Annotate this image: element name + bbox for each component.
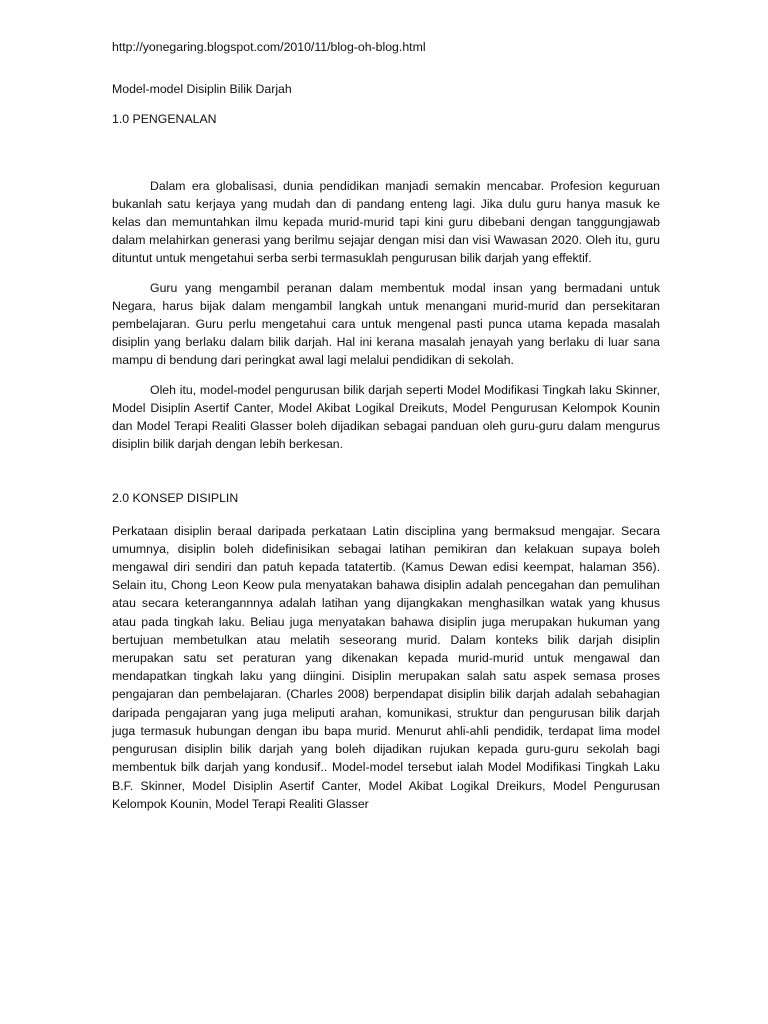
section-heading-konsep-disiplin: 2.0 KONSEP DISIPLIN (112, 491, 239, 506)
section-heading-pengenalan: 1.0 PENGENALAN (112, 112, 217, 127)
paragraph-pengenalan-3: Oleh itu, model-model pengurusan bilik darjah seperti Model Modifikasi Tingkah laku Skinner, Model Disiplin Asertif Canter, Model Akibat Logikal Dreikuts, Model Pengurusan Kelompok Kounin dan Model Terapi Realiti Glasser boleh dijadikan sebagai panduan oleh guru-guru dalam mengurus disiplin bilik darjah dengan lebih berkesan. (112, 382, 660, 452)
document-page (112, 38, 660, 813)
document-title: Model-model Disiplin Bilik Darjah (112, 82, 292, 97)
paragraph-pengenalan-1: Dalam era globalisasi, dunia pendidikan manjadi semakin mencabar. Profesion keguruan bukanlah satu kerjaya yang mudah dan di pandang enteng lagi. Jika dulu guru hanya masuk ke kelas dan memuntahkan ilmu kepada murid-murid tapi kini guru dibebani dengan tanggungjawab dalam melahirkan generasi yang berilmu sejajar dengan misi dan visi Wawasan 2020. Oleh itu, guru dituntut untuk mengetahui serba serbi termasuklah pengurusan bilik darjah yang effektif. (112, 178, 660, 266)
paragraph-konsep-disiplin: Perkataan disiplin beraal daripada perkataan Latin disciplina yang bermaksud mengajar. Secara umumnya, disiplin boleh didefinisikan sebagai latihan pemikiran dan kelakuan supaya boleh mengawal diri sendiri dan patuh kepada tatatertib. (Kamus Dewan edisi keempat, halaman 356). Selain itu, Chong Leon Keow pula menyatakan bahawa disiplin adalah pencegahan dan pemulihan atau secara keterangannnya adalah latihan yang dijangkakan menghasilkan watak yang khusus atau pada tingkah laku. Beliau juga menyatakan bahawa disiplin juga merupakan hukuman yang bertujuan membetulkan atau melatih seseorang murid. Dalam konteks bilik darjah disiplin merupakan satu set peraturan yang dikenakan kepada murid-murid untuk mengawal dan mendapatkan tingkah laku yang diingini. Disiplin merupakan salah satu aspek semasa proses pengajaran dan pembelajaran. (Charles 2008) berpendapat disiplin bilik darjah adalah sebahagian daripada pengajaran yang juga meliputi arahan, komunikasi, struktur dan pengurusan bilik darjah juga termasuk hubungan dengan ibu bapa murid. Menurut ahli-ahli pendidik, terdapat lima model pengurusan disiplin bilik darjah yang boleh dijadikan rujukan kepada guru-guru sekolah bagi membentuk bilk darjah yang kondusif.. Model-model tersebut ialah Model Modifikasi Tingkah Laku B.F. Skinner, Model Disiplin Asertif Canter, Model Akibat Logikal Dreikurs, Model Pengurusan Kelompok Kounin, Model Terapi Realiti Glasser (112, 523, 660, 811)
paragraph-pengenalan-2: Guru yang mengambil peranan dalam membentuk modal insan yang bermadani untuk Negara, harus bijak dalam mengambil langkah untuk menangani murid-murid dan persekitaran pembelajaran. Guru perlu mengetahui cara untuk mengenal pasti punca utama kepada masalah disiplin yang berlaku dalam bilik darjah. Hal ini kerana masalah jenayah yang berlaku di luar sana mampu di bendung dari peringkat awal lagi melalui pendidikan di sekolah. (112, 280, 660, 368)
source-url: http://yonegaring.blogspot.com/2010/11/blog-oh-blog.html (112, 40, 426, 54)
